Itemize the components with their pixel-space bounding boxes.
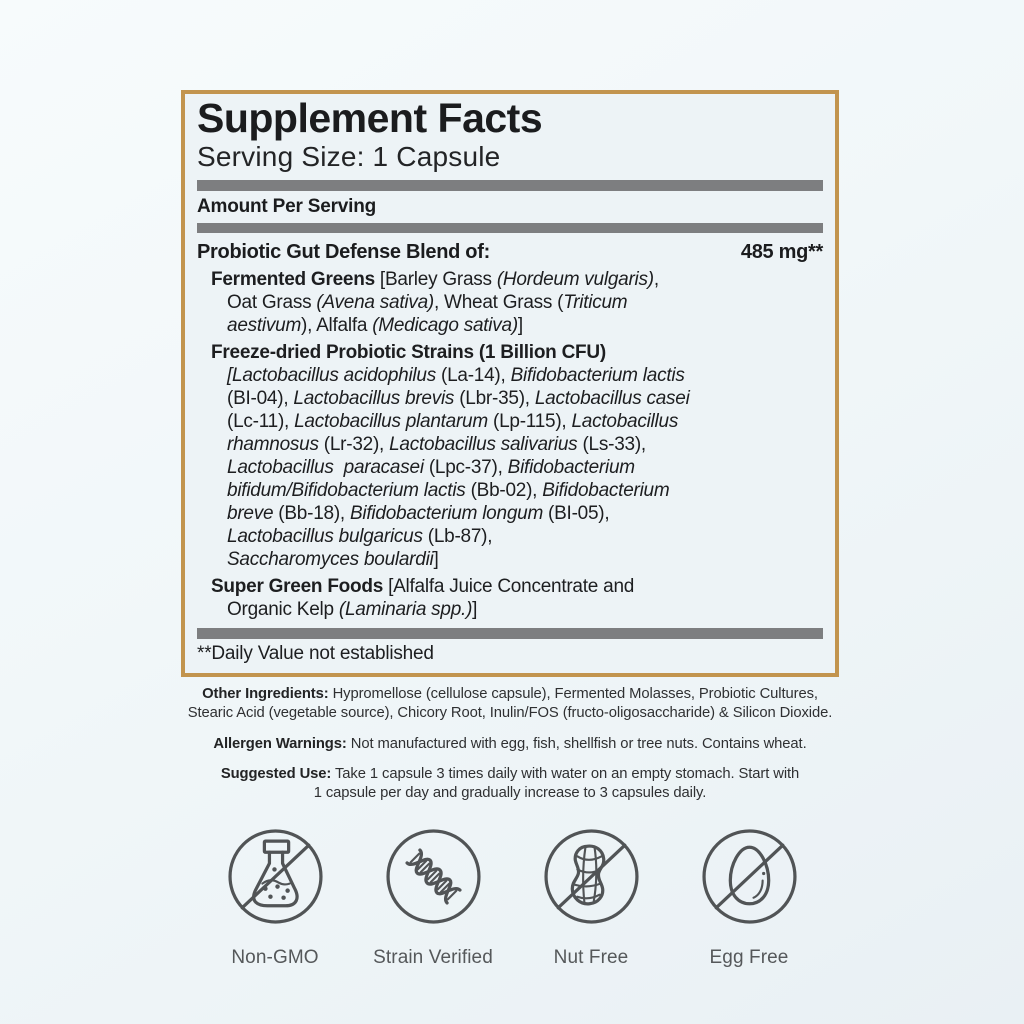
other-ingredients-line1: Other Ingredients: Hypromellose (cellulose capsule), Fermented Molasses, Probiotic Cultures,: [202, 686, 818, 702]
divider-bar: [197, 180, 823, 191]
daily-value-footnote: **Daily Value not established: [197, 643, 434, 665]
badge-label: Nut Free: [553, 947, 629, 968]
ingredient-line: Saccharomyces boulardii]: [227, 549, 439, 571]
badge-egg-free: [699, 826, 800, 969]
ingredient-line: [Lactobacillus acidophilus (La-14), Bifidobacterium lactis: [227, 365, 685, 387]
ingredient-line: rhamnosus (Lr-32), Lactobacillus salivarius (Ls-33),: [227, 434, 646, 456]
badge-nut-free: [541, 826, 642, 969]
badge-non-gmo: [225, 826, 326, 969]
ingredient-line: breve (Bb-18), Bifidobacterium longum (BI-05),: [227, 503, 610, 525]
blend-row: [197, 241, 823, 264]
suggested-use-line1: Suggested Use: Take 1 capsule 3 times daily with water on an empty stomach. Start with: [220, 766, 800, 783]
ingredient-line: Lactobacillus paracasei (Lpc-37), Bifidobacterium: [227, 457, 635, 479]
ingredient-line: Fermented Greens [Barley Grass (Hordeum vulgaris),: [211, 269, 659, 291]
ingredient-line: Organic Kelp (Laminaria spp.)]: [227, 599, 478, 621]
ingredient-line: Lactobacillus bulgaricus (Lb-87),: [227, 526, 493, 548]
other-ingredients-label: Other Ingredients:: [202, 686, 329, 702]
divider-bar: [197, 628, 823, 639]
ingredient-line: (BI-04), Lactobacillus brevis (Lbr-35), Lactobacillus casei: [227, 388, 690, 410]
no-egg-icon: [699, 826, 800, 932]
label-footer-text: [176, 685, 844, 803]
ingredient-line: Oat Grass (Avena sativa), Wheat Grass (Triticum: [227, 292, 628, 314]
badge-strain-verified: [373, 826, 493, 969]
allergen-warnings: Allergen Warnings: Not manufactured with egg, fish, shellfish or tree nuts. Contains wheat.: [213, 735, 807, 752]
panel-title: Supplement Facts: [197, 95, 543, 141]
dna-helix-icon: [383, 826, 484, 932]
suggested-use-label: Suggested Use:: [220, 766, 332, 783]
badge-label: Non-GMO: [231, 947, 319, 968]
blend-ingredient-lines: [197, 268, 823, 621]
serving-size: Serving Size: 1 Capsule: [197, 141, 501, 173]
badge-label: Egg Free: [709, 947, 789, 968]
badge-label: Strain Verified: [373, 947, 493, 968]
ingredient-line: Super Green Foods [Alfalfa Juice Concentrate and: [211, 576, 635, 598]
no-peanut-icon: [541, 826, 642, 932]
other-ingredients-line2: Stearic Acid (vegetable source), Chicory Root, Inulin/FOS (fructo-oligosaccharide) & Silicon Dioxide.: [187, 704, 833, 721]
divider-bar: [197, 223, 823, 233]
ingredient-line: (Lc-11), Lactobacillus plantarum (Lp-115), Lactobacillus: [227, 411, 679, 433]
ingredient-line: Freeze-dried Probiotic Strains (1 Billion CFU): [211, 342, 606, 364]
ingredient-line: bifidum/Bifidobacterium lactis (Bb-02), Bifidobacterium: [227, 480, 670, 502]
amount-per-serving-header: Amount Per Serving: [197, 196, 377, 218]
no-gmo-flask-icon: [225, 826, 326, 932]
suggested-use-line2: 1 capsule per day and gradually increase to 3 capsules daily.: [313, 785, 707, 802]
ingredient-line: aestivum), Alfalfa (Medicago sativa)]: [227, 315, 523, 337]
blend-name: Probiotic Gut Defense Blend of:: [197, 241, 490, 264]
supplement-facts-panel: [181, 90, 839, 677]
blend-amount: 485 mg**: [740, 241, 823, 264]
allergen-warnings-label: Allergen Warnings:: [213, 735, 347, 752]
certification-badges: [0, 826, 1024, 969]
